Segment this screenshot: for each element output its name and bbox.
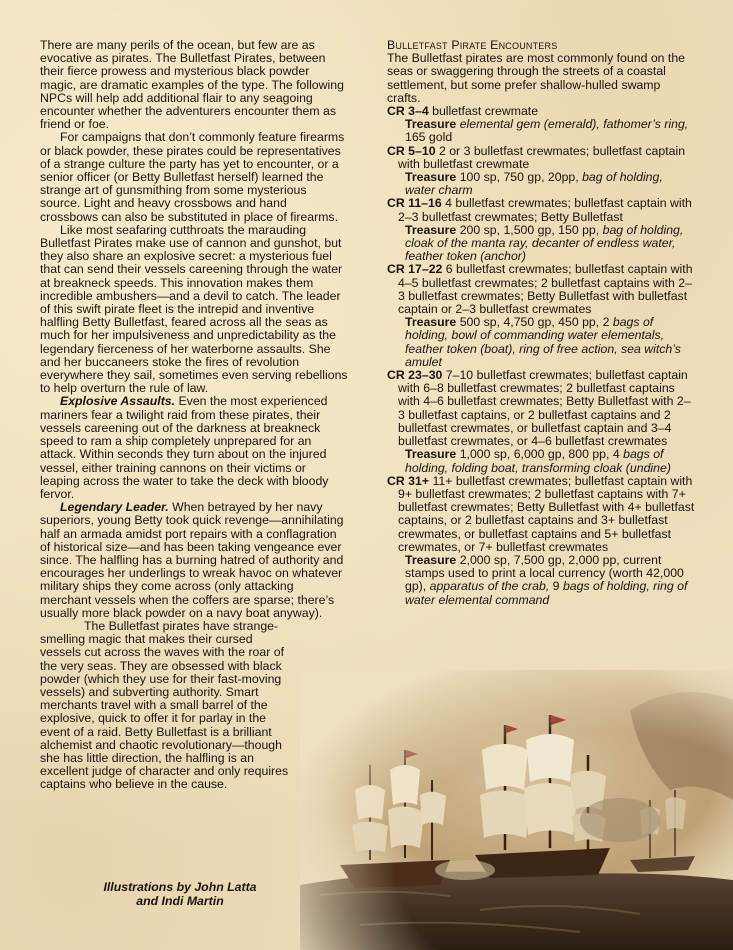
- treasure-coins: 500 sp, 4,750 gp, 450 pp, 2: [459, 315, 613, 330]
- treasure-items: apparatus of the crab,: [429, 579, 550, 594]
- encounters-title: Bulletfast Pirate Encounters: [387, 38, 558, 52]
- credits-line-2: and Indi Martin: [136, 893, 224, 908]
- challenge-rating: CR 5–10: [387, 143, 436, 158]
- treasure-entry: [387, 554, 695, 607]
- treasure-entry: [387, 448, 695, 474]
- treasure-label: Treasure: [405, 552, 457, 567]
- explosive-assaults-paragraph: [40, 395, 348, 501]
- encounter-entry: [387, 145, 695, 171]
- treasure-entry: [387, 224, 695, 264]
- treasure-label: Treasure: [405, 315, 457, 330]
- encounter-entry: [387, 369, 695, 448]
- encounter-creatures: bulletfast crewmate: [428, 104, 539, 119]
- encounter-creatures: 2 or 3 bulletfast crewmates; bulletfast captain with bulletfast crewmate: [398, 143, 686, 171]
- legendary-leader-heading: Legendary Leader.: [60, 500, 169, 515]
- firearms-paragraph: For campaigns that don’t commonly feature firearms or black powder, these pirates could be representatives of a strange culture the party has yet to encounter, or a senior officer (or Betty Bulletfast herself) learned the strange art of gunsmithing from some mysterious source. Light and heavy crossbows and hand crossbows can also be substituted in place of firearms.: [40, 130, 345, 224]
- treasure-label: Treasure: [405, 222, 457, 237]
- right-column: [387, 39, 695, 607]
- intro-paragraph: There are many perils of the ocean, but few are as evocative as pirates. The Bulletfast Pirates, between their fierce prowess and mysterious black powder magic, are dramatic examples of the type. The following NPCs will help add additional flair to any seagoing encounter whether the adventurers encounter them as friend or foe.: [40, 38, 344, 132]
- treasure-label: Treasure: [405, 447, 457, 462]
- encounter-creatures: 6 bulletfast crewmates; bulletfast captain with 4–5 bulletfast crewmates; 2 bulletfast captains with 2–3 bulletfast crewmates; Betty Bulletfast with bulletfast captain or 2–3 bulletfast crewmates: [398, 262, 693, 317]
- encounter-creatures: 11+ bulletfast crewmates; bulletfast captain with 9+ bulletfast crewmates; 2 bulletfast captains with 7+ bulletfast crewmates; Betty Bulletfast with 4+ bulletfast captains, or 2 bulletfast captains and 3+ bulletfast crewmates, or bulletfast captains and 5+ bulletfast crewmates, or 7+ bulletfast crewmates: [398, 473, 695, 554]
- treasure-entry: [387, 118, 695, 144]
- treasure-entry: [387, 316, 695, 369]
- closing-paragraph: The Bulletfast pirates have strange-smelling magic that makes their cursed vessels cut across the waves with the roar of the very seas. They are obsessed with black powder (which they use for their fast-moving vessels) and subverting authority. Smart merchants travel with a small barrel of the explosive, quick to offer it for parlay in the event of a raid. Betty Bulletfast is a brilliant alchemist and chaotic revolutionary—though she has little direction, the halfling is an excellent judge of character and only requires captains who believe in the cause.: [40, 618, 289, 792]
- encounter-list: [387, 105, 695, 607]
- treasure-items: bags of holding, ring of water elemental command: [405, 579, 688, 607]
- pirates-paragraph: Like most seafaring cutthroats the marauding Bulletfast Pirates make use of cannon and gunshot, but they also share an explosive secret: a mysterious fuel that can send their vessels careening through the water at breakneck speeds. This innovation makes them incredible ambushers—and a devil to catch. The leader of this swift pirate fleet is the intrepid and inventive halfling Betty Bulletfast, feared across all the seas as much for her impulsiveness and unpredictability as the legendary fierceness of her waterborne assaults. She and her buccaneers stoke the fires of revolution everywhere they sail, sometimes even serving rebellions to help overturn the rule of law.: [40, 222, 348, 396]
- treasure-coins: 200 sp, 1,500 gp, 150 pp,: [459, 222, 603, 237]
- challenge-rating: CR 11–16: [387, 196, 442, 211]
- challenge-rating: CR 23–30: [387, 368, 443, 383]
- treasure-items: elemental gem (emerald), fathomer’s ring,: [459, 117, 689, 132]
- treasure-items: bags of holding, bowl of commanding water elementals, feather token (boat), ring of free action, sea witch’s amulet: [405, 315, 681, 369]
- treasure-entry: [387, 171, 695, 197]
- encounter-entry: [387, 263, 695, 316]
- treasure-coins: 100 sp, 750 gp, 20pp,: [459, 170, 583, 185]
- challenge-rating: CR 31+: [387, 473, 430, 488]
- treasure-items: bag of holding, cloak of the manta ray, decanter of endless water, feather token (anchor): [405, 222, 684, 264]
- legendary-leader-paragraph: [40, 501, 348, 620]
- encounter-creatures: 4 bulletfast crewmates; bulletfast captain with 2–3 bulletfast crewmates; Betty Bulletfast: [398, 196, 692, 224]
- treasure-items: bag of holding, water charm: [405, 170, 663, 198]
- encounters-intro: The Bulletfast pirates are most commonly found on the seas or swaggering through the streets of a coastal settlement, but some prefer shallow-hulled swamp crafts.: [387, 51, 686, 105]
- treasure-label: Treasure: [405, 117, 457, 132]
- credits-line-1: Illustrations by John Latta: [103, 880, 257, 894]
- pirate-ships-illustration: [300, 670, 733, 950]
- challenge-rating: CR 17–22: [387, 262, 443, 277]
- treasure-coins: 2,000 sp, 7,500 gp, 2,000 pp, current stamps used to print a local currency (worth 42,000 gp),: [405, 552, 684, 594]
- explosive-assaults-heading: Explosive Assaults.: [60, 394, 176, 409]
- challenge-rating: CR 3–4: [387, 104, 429, 119]
- illustration-credits: [60, 881, 300, 908]
- treasure-items: bags of holding, folding boat, transforming cloak (undine): [405, 447, 671, 475]
- encounter-entry: [387, 475, 695, 554]
- treasure-coins: 165 gold: [405, 130, 453, 145]
- encounter-entry: [387, 197, 695, 223]
- explosive-assaults-text: Even the most experienced mariners fear a twilight raid from these pirates, their vessels careening out of the darkness at breakneck speed to ram a ship completely unprepared for an attack. Within seconds they turn about on the injured vessel, either training cannons on their victims or leaping across the water to take the deck with bloody fervor.: [40, 394, 329, 501]
- encounter-creatures: 7–10 bulletfast crewmates; bulletfast captain with 6–8 bulletfast crewmates; 2 bulletfast captains with 4–6 bulletfast crewmates; Betty Bulletfast with 2–3 bulletfast captains, or 2 bulletfast captains and 2 bulletfast crewmates, or bulletfast captain and 3–4 bulletfast crewmates, or 4–6 bulletfast crewmates: [398, 368, 691, 449]
- legendary-leader-text: When betrayed by her navy superiors, young Betty took quick revenge—annihilating half an armada amidst port repairs with a conflagration of historical size—and has been taking vengeance ever since. The halfling has a burning hatred of authority and encourages her underlings to wreak havoc on whatever military ships they come across (only attacking merchant vessels when the coffers are sparse; there’s usually more black powder on a navy boat anyway).: [40, 500, 344, 620]
- treasure-coins: 1,000 sp, 6,000 gp, 800 pp, 4: [459, 447, 624, 462]
- treasure-label: Treasure: [405, 170, 457, 185]
- treasure-coins: 9: [549, 579, 563, 594]
